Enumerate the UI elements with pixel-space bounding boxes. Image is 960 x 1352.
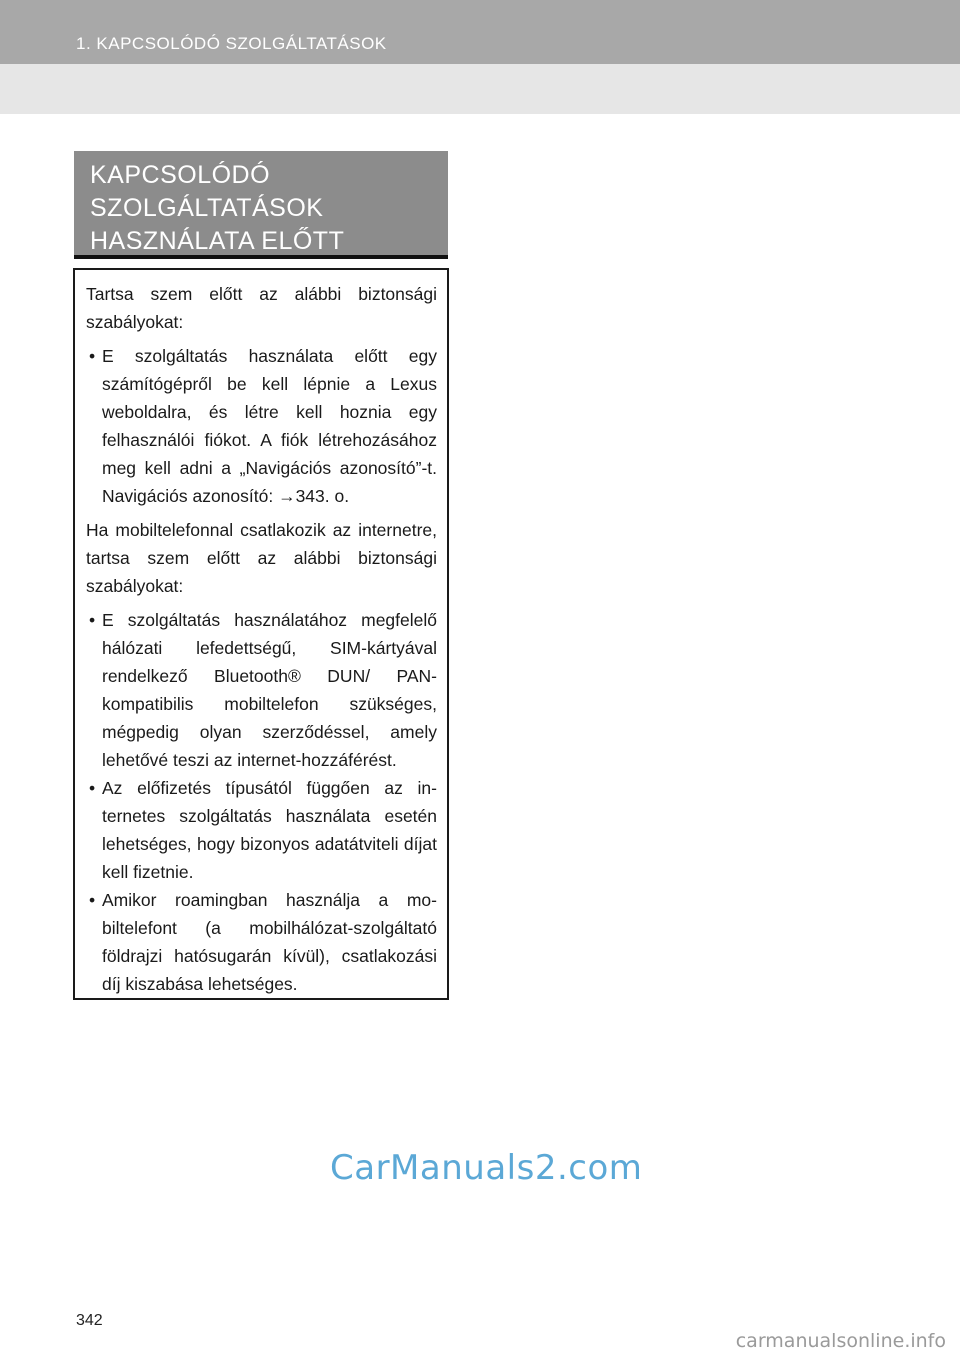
safety-notice-box [73, 268, 449, 1000]
watermark-logo: CarManuals2.com [330, 1148, 643, 1188]
bullet-dot: • [89, 346, 96, 366]
list-item [86, 606, 437, 774]
list-item [86, 774, 437, 886]
bullet-dot: • [89, 610, 96, 630]
header-subband [0, 64, 960, 114]
section-title-line: HASZNÁLATA ELŐTT [90, 227, 345, 255]
bullet-dot: • [89, 890, 96, 910]
list-item-text: E szolgáltatás használata előtt egy számítógépről be kell lépnie a Lexus weboldalra, és létre kell hoznia egy felhasználói fiókot. A fiók létrehozásához meg kell adni a „Navigációs azonosító”-t. Navigációs azonosító: →343. o. [102, 346, 437, 506]
section-heading-box [74, 151, 448, 259]
chapter-title: 1. KAPCSOLÓDÓ SZOLGÁLTATÁSOK [76, 34, 387, 53]
intro-paragraph: Tartsa szem előtt az alábbi biztonsági szabályokat: [86, 284, 437, 332]
section-title-line: SZOLGÁLTATÁSOK [90, 194, 324, 222]
page-number: 342 [76, 1312, 103, 1329]
header-band [0, 0, 960, 64]
bullet-list [86, 606, 437, 998]
list-item [86, 886, 437, 998]
list-item-text: Amikor roamingban használja a mobiltelefont (a mobilhálózat-szolgáltató földrajzi hatósugarán kívül), csatlakozási díj kiszabása lehetséges. [102, 890, 437, 994]
section-title-line: KAPCSOLÓDÓ [90, 161, 271, 189]
intro-paragraph: Ha mobiltelefonnal csatlakozik az internetre, tartsa szem előtt az alábbi biztonsági szabályokat: [86, 520, 437, 596]
list-item-text: E szolgáltatás használatához megfelelő hálózati lefedettségű, SIM-kártyával rendelkező Bluetooth® DUN/ PAN-kompatibilis mobiltelefon szükséges, mégpedig olyan szerződéssel, amely lehetővé teszi az internet-hozzáférést. [102, 610, 437, 770]
list-item-text: Az előfizetés típusától függően az internetes szolgáltatás használata esetén lehetséges, hogy bizonyos adatátviteli díjat kell fizetnie. [102, 778, 437, 882]
bullet-list [86, 342, 437, 510]
safety-notice-content [86, 280, 437, 1004]
section-title [90, 159, 440, 258]
bullet-dot: • [89, 778, 96, 798]
footer-watermark: carmanualsonline.info [735, 1330, 946, 1352]
list-item [86, 342, 437, 510]
